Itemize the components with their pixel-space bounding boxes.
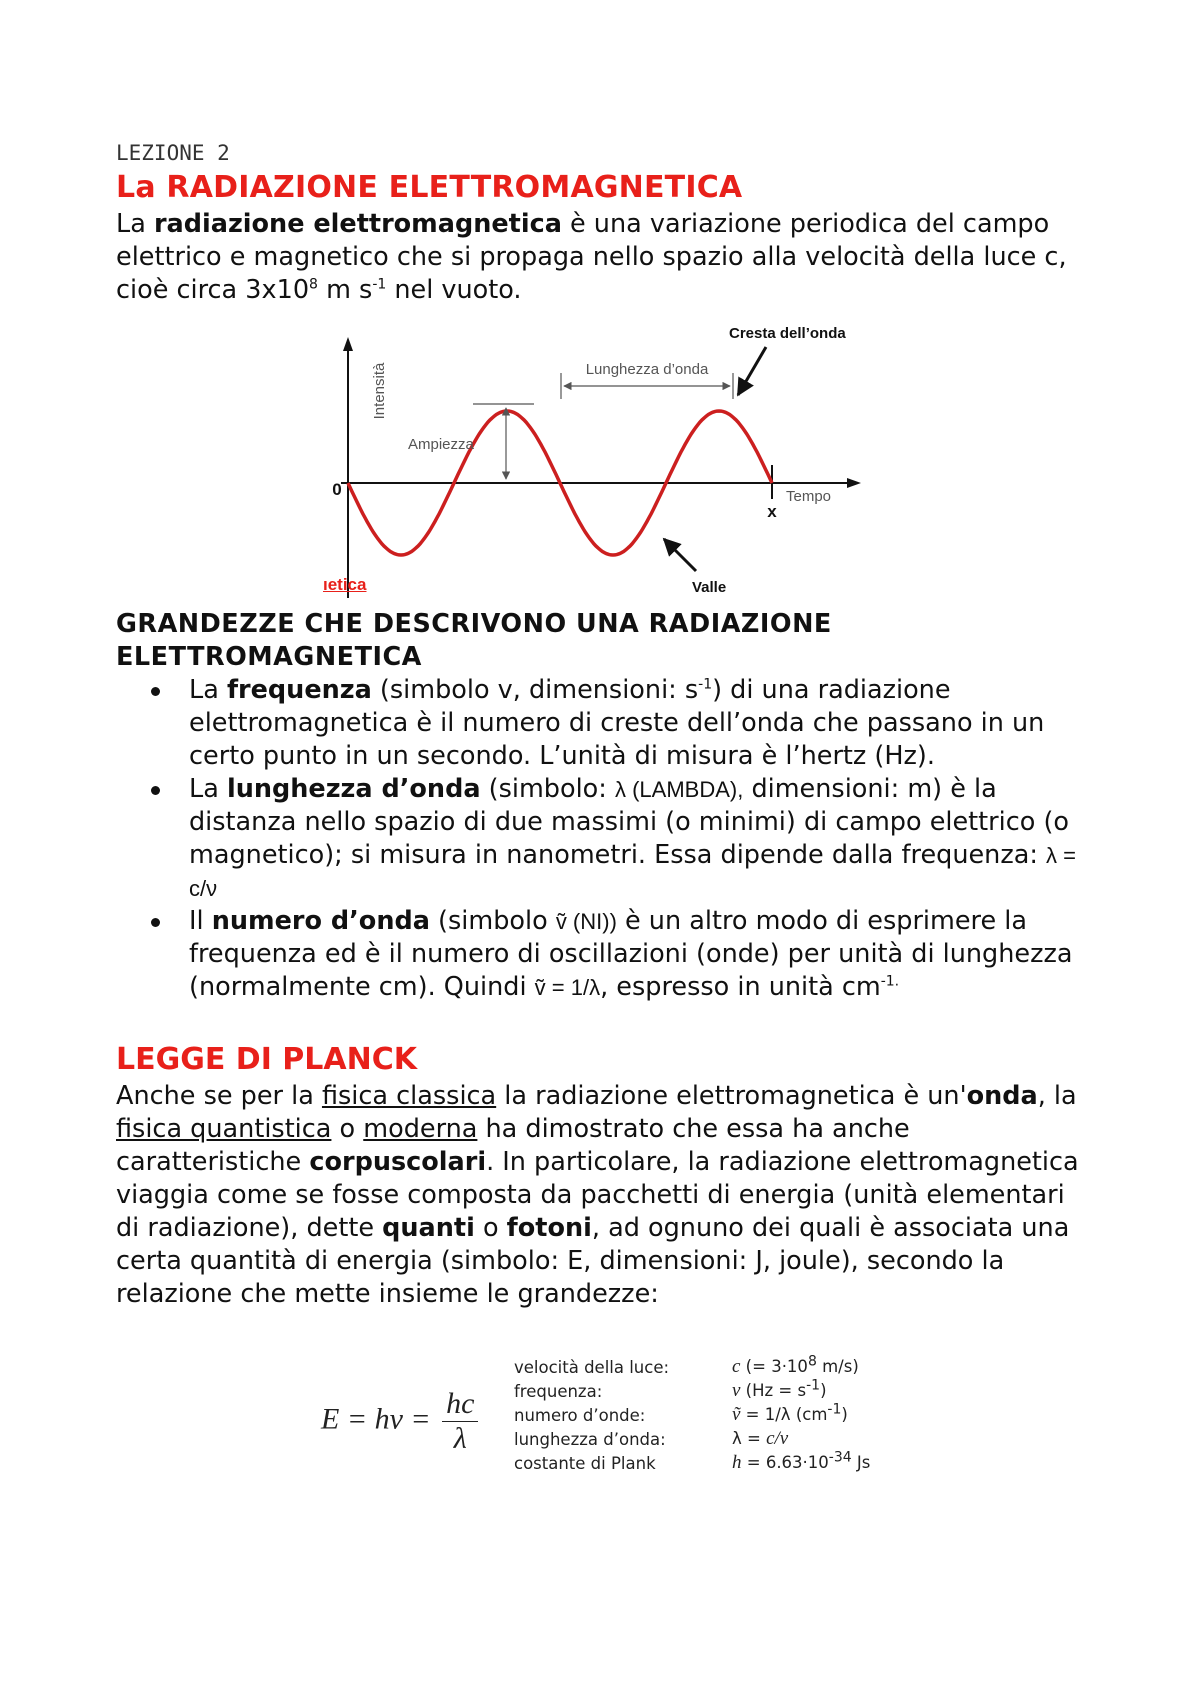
- wavelength-label: Lunghezza d’onda: [585, 361, 709, 378]
- intro-text: La: [116, 209, 154, 239]
- intro-text: nel vuoto.: [386, 275, 522, 305]
- table-row: velocità della luce: c (= $3\cdot 10^8$ m/s): [514, 1353, 859, 1377]
- list-item-frequency: La frequenza (simbolo v, dimensioni: $s^{-1}$) di una radiazione elettromagnetica è il numero di creste dell’onda che passano in un certo punto in un secondo. L’unità di misura è l’hertz (Hz).: [189, 674, 1096, 773]
- bold-term: fotoni: [506, 1213, 592, 1243]
- planck-heading: LEGGE DI PLANCK: [116, 1042, 417, 1077]
- list-item-wavelength: La lunghezza d’onda (simbolo: λ (LAMBDA), dimensioni: m) è la distanza nello spazio di due massimi (o minimi) di campo elettrico (o magnetico); si misura in nanometri. Essa dipende dalla frequenza: λ = c/ν: [189, 773, 1096, 905]
- equation-fraction: [442, 1387, 478, 1456]
- x-axis-label: Tempo: [786, 488, 832, 505]
- bullet-icon: [151, 786, 160, 795]
- document-content: [116, 138, 1096, 1507]
- table-row: lunghezza d’onda: λ = c/v: [514, 1428, 789, 1449]
- intro-exponent: 8: [309, 276, 318, 293]
- list-item-wavenumber: Il numero d’onda (simbolo ṽ (NI)) è un altro modo di esprimere la frequenza ed è il numero di oscillazioni (onde) per unità di lunghezza (normalmente cm). Quindi ṽ = 1/λ, espresso in unità $cm^{-1.}$: [189, 905, 1096, 1004]
- planck-paragraph: Anche se per la fisica classica la radiazione elettromagnetica è un'onda, la fisica quantistica o moderna ha dimostrato che essa ha anche caratteristiche corpuscolari. In particolare, la radiazione elettromagnetica viaggia come se fosse composta da pacchetti di energia (unità elementari di radiazione), dette quanti o fotoni, ad ognuno dei quali è associata una certa quantità di energia (simbolo: E, dimensioni: J, joule), secondo la relazione che mette insieme le grandezze:: [116, 1081, 1079, 1309]
- valley-pointer: [664, 539, 696, 571]
- y-axis-label: Intensità: [371, 362, 388, 420]
- intro-bold-term: radiazione elettromagnetica: [153, 209, 562, 239]
- crest-label: Cresta dell’onda: [729, 325, 846, 342]
- page-title: La RADIAZIONE ELETTROMAGNETICA: [116, 170, 743, 205]
- stray-text-fragment: ıetica: [323, 575, 367, 594]
- symbol-text: ṽ (NI)): [555, 909, 617, 934]
- term-bold: lunghezza d’onda: [226, 774, 481, 804]
- term-bold: frequenza: [226, 675, 372, 705]
- symbol-text: λ (LAMBDA),: [614, 777, 744, 802]
- wave-figure: [116, 313, 1096, 608]
- bullet-icon: [151, 918, 160, 927]
- table-row: frequenza: ν $(Hz = s^{-1})$: [514, 1377, 827, 1401]
- planck-formula-block: [116, 1347, 1096, 1507]
- intro-exponent: -1: [372, 276, 387, 293]
- crest-pointer: [738, 347, 766, 395]
- intro-text: m s: [317, 275, 373, 305]
- intro-text: è una variazione periodica del campo elettrico e magnetico che si propaga nello spazio alla velocità della luce c, cioè circa 3x10: [116, 209, 1067, 305]
- quantities-heading: GRANDEZZE CHE DESCRIVONO UNA RADIAZIONE ELETTROMAGNETICA: [116, 609, 832, 672]
- fraction-denominator: λ: [453, 1422, 467, 1455]
- fraction-numerator: hc: [442, 1387, 478, 1422]
- y-axis-arrow: [343, 337, 353, 351]
- valley-label: Valle: [692, 579, 727, 596]
- equation-lhs: E = hv =: [321, 1402, 431, 1436]
- exponent: -1.: [880, 973, 900, 990]
- planck-equation: [321, 1387, 478, 1456]
- underlined-term: fisica quantistica: [116, 1114, 332, 1144]
- lesson-label: LEZIONE 2: [116, 141, 230, 165]
- x-axis-arrow: [847, 478, 861, 488]
- bold-term: corpuscolari: [309, 1147, 487, 1177]
- origin-label: 0: [332, 480, 342, 499]
- x-end-label: x: [767, 502, 777, 521]
- formula-text: ṽ = 1/λ: [534, 975, 601, 1000]
- bold-term: onda: [966, 1081, 1038, 1111]
- table-row: costante di Plank $h = 6.63\cdot 10^{-34}$ Js: [514, 1449, 871, 1473]
- bold-term: quanti: [382, 1213, 475, 1243]
- constants-table: [514, 1355, 870, 1475]
- table-row: numero d’onde: ṽ = 1/λ $(cm^{-1})$: [514, 1401, 848, 1425]
- bullet-icon: [151, 687, 160, 696]
- wave-diagram: [116, 313, 1096, 608]
- amplitude-label: Ampiezza: [408, 436, 474, 453]
- term-bold: numero d’onda: [211, 906, 430, 936]
- underlined-term: moderna: [363, 1114, 478, 1144]
- formula-text: λ = c/ν: [189, 843, 1077, 901]
- underlined-term: fisica classica: [321, 1081, 497, 1111]
- quantities-list: [116, 674, 1096, 1004]
- intro-paragraph: [116, 208, 1096, 307]
- exponent: -1: [698, 676, 713, 693]
